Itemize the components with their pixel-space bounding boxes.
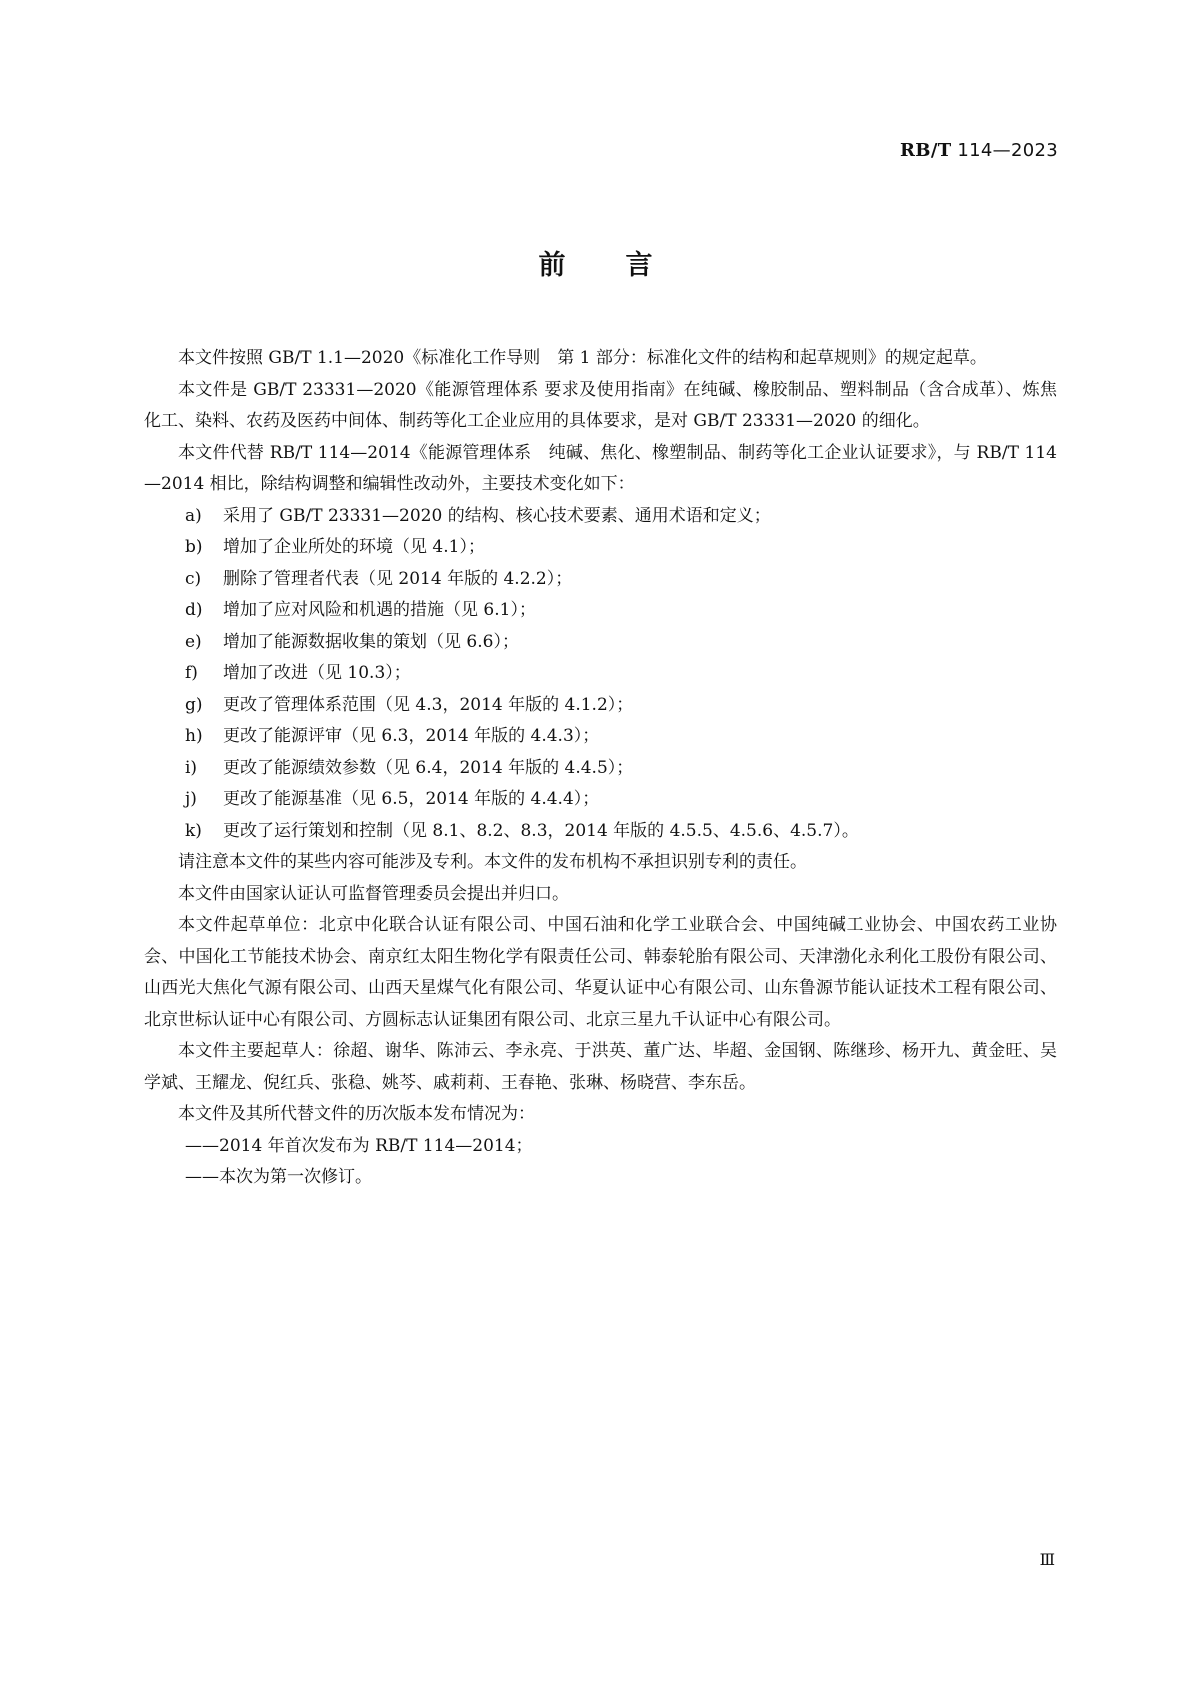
list-item-label: j) [185, 789, 197, 809]
list-item: ——本次为第一次修订。 [185, 1167, 372, 1187]
list-item [144, 595, 1057, 627]
list-item-label: i) [185, 757, 198, 778]
list-item [144, 816, 1057, 848]
list-item [144, 627, 1057, 659]
paragraph-drafters: 本文件主要起草人：徐超、谢华、陈沛云、李永亮、于洪英、董广达、毕超、金国钢、陈继珍、杨开九、黄金旺、吴学斌、王耀龙、倪红兵、张稳、姚芩、戚莉莉、王春艳、张琳、杨晓营、李东岳。 [144, 1041, 1057, 1093]
page-title: 前言 [538, 250, 713, 281]
list-item [144, 784, 1057, 816]
list-item-label: d) [185, 600, 203, 620]
list-item-text: 删除了管理者代表（见 2014 年版的 4.2.2）； [223, 568, 573, 589]
list-item [144, 753, 1057, 785]
list-item-text: 更改了管理体系范围（见 4.3，2014 年版的 4.1.2）； [223, 694, 634, 715]
list-item-text: 更改了能源评审（见 6.3，2014 年版的 4.4.3）； [223, 726, 600, 746]
document-code-prefix: RB/T [900, 140, 952, 161]
list-item [144, 564, 1057, 596]
list-item [144, 501, 1057, 533]
changes-list [144, 501, 1057, 848]
list-item [144, 721, 1057, 753]
list-item-label: b) [185, 537, 203, 557]
paragraph-scope: 本文件是 GB/T 23331—2020《能源管理体系 要求及使用指南》在纯碱、橡胶制品、塑料制品（含合成革）、炼焦化工、染料、农药及医药中间体、制药等化工企业应用的具体要求，是对 GB/T 23331—2020 的细化。 [144, 379, 1057, 431]
document-code-number: 114—2023 [957, 140, 1058, 161]
list-item: ——2014 年首次发布为 RB/T 114—2014； [185, 1135, 533, 1156]
list-item-label: c) [185, 568, 202, 589]
list-item [144, 658, 1057, 690]
list-item-label: a) [185, 505, 202, 526]
paragraph-patent-notice: 请注意本文件的某些内容可能涉及专利。本文件的发布机构不承担识别专利的责任。 [178, 852, 807, 872]
list-item-text: 增加了企业所处的环境（见 4.1）； [223, 537, 485, 557]
list-item [144, 690, 1057, 722]
paragraph-drafting-rules: 本文件按照 GB/T 1.1—2020《标准化工作导则 第 1 部分：标准化文件的结构和起草规则》的规定起草。 [178, 348, 987, 368]
list-item-label: e) [185, 631, 202, 652]
list-item-text: 更改了能源绩效参数（见 6.4，2014 年版的 4.4.5）； [223, 757, 634, 778]
list-item-text: 增加了应对风险和机遇的措施（见 6.1）； [223, 600, 536, 620]
list-item-text: 更改了能源基准（见 6.5，2014 年版的 4.4.4）； [223, 789, 600, 809]
paragraph-history-intro: 本文件及其所代替文件的历次版本发布情况为： [178, 1104, 535, 1124]
paragraph-proposer: 本文件由国家认证认可监督管理委员会提出并归口。 [178, 883, 569, 904]
list-item [144, 532, 1057, 564]
foreword-body [144, 343, 1057, 1194]
list-item-text: 更改了运行策划和控制（见 8.1、8.2、8.3，2014 年版的 4.5.5、4.5.6、4.5.7）。 [223, 820, 859, 841]
list-item-label: h) [185, 726, 203, 746]
list-item-label: g) [185, 694, 203, 715]
list-item-text: 增加了改进（见 10.3）； [223, 663, 411, 683]
paragraph-replacement: 本文件代替 RB/T 114—2014《能源管理体系 纯碱、焦化、橡塑制品、制药等化工企业认证要求》，与 RB/T 114—2014 相比，除结构调整和编辑性改动外，主要技术变化如下： [144, 442, 1057, 494]
list-item-label: k) [185, 820, 202, 841]
paragraph-drafting-organizations: 本文件起草单位：北京中化联合认证有限公司、中国石油和化学工业联合会、中国纯碱工业协会、中国农药工业协会、中国化工节能技术协会、南京红太阳生物化学有限责任公司、韩泰轮胎有限公司、天津渤化永利化工股份有限公司、山西光大焦化气源有限公司、山西天星煤气化有限公司、华夏认证中心有限公司、山东鲁源节能认证技术工程有限公司、北京世标认证中心有限公司、方圆标志认证集团有限公司、北京三星九千认证中心有限公司。 [144, 915, 1057, 1030]
list-item-text: 增加了能源数据收集的策划（见 6.6）； [223, 631, 519, 652]
history-list [144, 1131, 1057, 1194]
list-item-text: 采用了 GB/T 23331—2020 的结构、核心技术要素、通用术语和定义； [223, 505, 771, 526]
document-code [900, 140, 1058, 161]
page-number: Ⅲ [1039, 1550, 1055, 1569]
list-item-label: f) [185, 663, 198, 683]
